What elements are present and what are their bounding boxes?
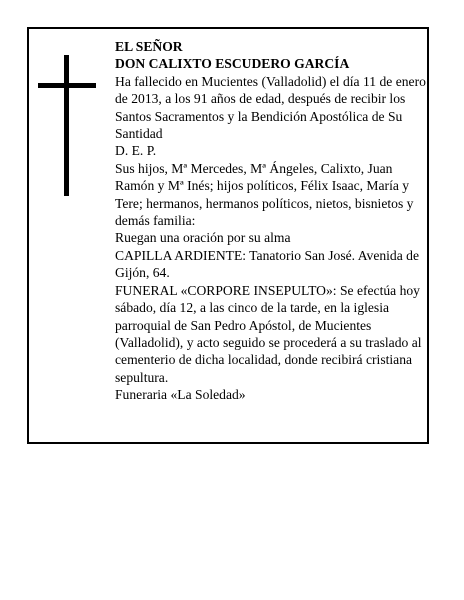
cross-icon-crossbar — [38, 83, 96, 88]
prayer-request: Ruegan una oración por su alma — [115, 230, 291, 246]
funeral-info: FUNERAL «CORPORE INSEPULTO»: Se efectúa hoy sábado, día 12, a las cinco de la tarde, en la iglesia parroquial de San Pedro Apóstol, de Mucientes (Valladolid), y acto seguido se procederá a su traslado al cementerio de dicha localidad, donde recibirá cristiana sepultura. — [115, 282, 422, 385]
deceased-name: DON CALIXTO ESCUDERO GARCÍA — [115, 56, 350, 72]
funeral-home: Funeraria «La Soledad» — [115, 387, 246, 403]
cross-icon — [64, 55, 69, 196]
family-list: Sus hijos, Mª Mercedes, Mª Ángeles, Calixto, Juan Ramón y Mª Inés; hijos políticos, Félix Isaac, María y Tere; hermanos, hermanos políticos, nietos, bisnietos y demás familia: — [115, 160, 414, 229]
death-announcement: Ha fallecido en Mucientes (Valladolid) el día 11 de enero de 2013, a los 91 años de edad, después de recibir los Santos Sacramentos y la Bendición Apostólica de Su Santidad — [115, 73, 426, 142]
chapel-info: CAPILLA ARDIENTE: Tanatorio San José. Avenida de Gijón, 64. — [115, 247, 419, 281]
obituary-text-block — [115, 38, 427, 404]
heading-title: EL SEÑOR — [115, 39, 183, 54]
rip-text: D. E. P. — [115, 143, 157, 159]
